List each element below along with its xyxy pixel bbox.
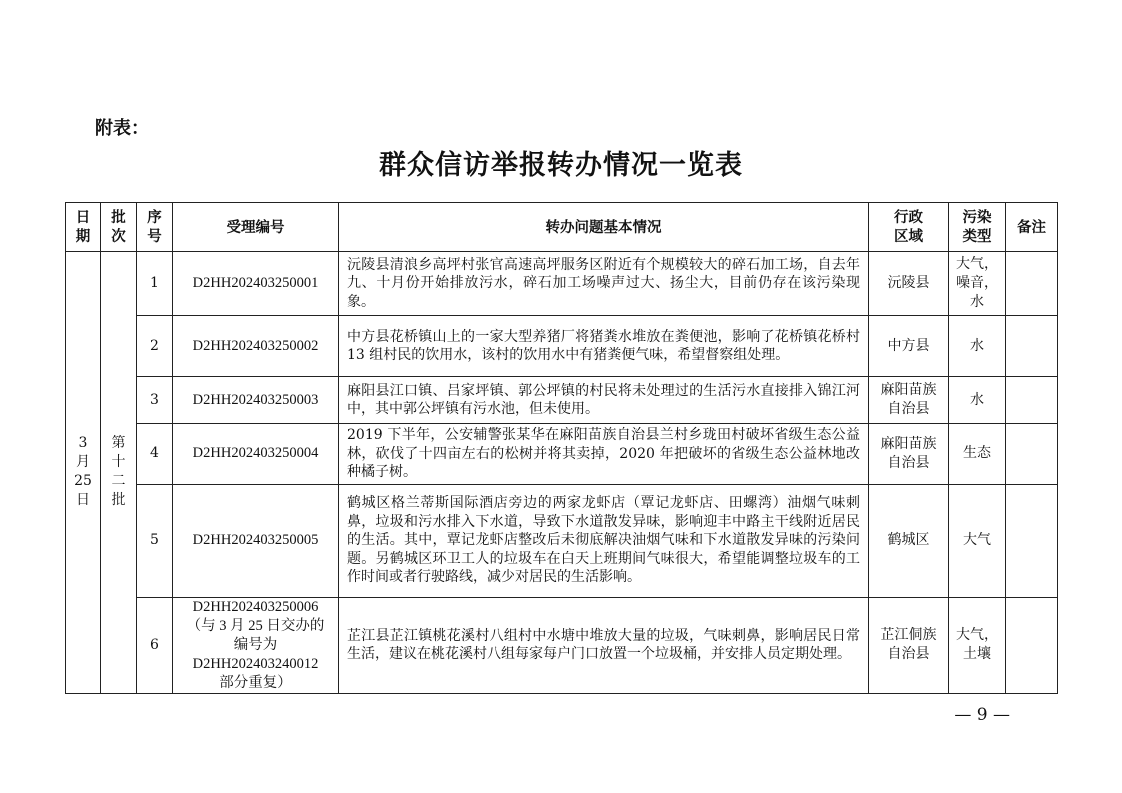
code-cell: D2HH202403250002 — [173, 316, 339, 377]
seq-cell: 2 — [137, 316, 173, 377]
seq-cell: 5 — [137, 484, 173, 597]
region-cell: 沅陵县 — [869, 252, 949, 316]
region-cell: 芷江侗族 自治县 — [869, 597, 949, 693]
table-row — [66, 484, 1058, 597]
document-title: 群众信访举报转办情况一览表 — [379, 150, 743, 181]
code-cell: D2HH202403250004 — [173, 424, 339, 485]
remark-cell — [1006, 484, 1058, 597]
region-cell: 中方县 — [869, 316, 949, 377]
table-row — [66, 316, 1058, 377]
remark-cell — [1006, 252, 1058, 316]
table-row — [66, 252, 1058, 316]
code-cell: D2HH202403250006 （与 3 月 25 日交办的 编号为 D2HH202403240012 部分重复） — [173, 597, 339, 693]
desc-cell: 麻阳县江口镇、吕家坪镇、郭公坪镇的村民将未处理过的生活污水直接排入锦江河中，其中郭公坪镇有污水池，但未使用。 — [339, 377, 869, 424]
page-number: — 9 — — [954, 705, 1010, 725]
header-region: 行政 区域 — [869, 203, 949, 252]
pollution-cell: 大气， 土壤 — [949, 597, 1006, 693]
region-cell: 鹤城区 — [869, 484, 949, 597]
pollution-cell: 大气 — [949, 484, 1006, 597]
desc-cell: 2019 下半年，公安辅警张某华在麻阳苗族自治县兰村乡珑田村破坏省级生态公益林，砍伐了十四亩左右的松树并将其卖掉，2020 年把破坏的省级生态公益林地改种橘子树。 — [339, 424, 869, 485]
header-row — [66, 203, 1058, 252]
table-row — [66, 424, 1058, 485]
date-cell: 3 月 25 日 — [66, 252, 101, 694]
pollution-cell: 水 — [949, 377, 1006, 424]
table-row — [66, 377, 1058, 424]
region-cell: 麻阳苗族 自治县 — [869, 377, 949, 424]
remark-cell — [1006, 597, 1058, 693]
code-cell: D2HH202403250003 — [173, 377, 339, 424]
header-code: 受理编号 — [173, 203, 339, 252]
seq-cell: 6 — [137, 597, 173, 693]
table-row — [66, 597, 1058, 693]
pollution-cell: 大气， 噪音， 水 — [949, 252, 1006, 316]
pollution-cell: 水 — [949, 316, 1006, 377]
pollution-cell: 生态 — [949, 424, 1006, 485]
remark-cell — [1006, 424, 1058, 485]
petition-table — [65, 202, 1058, 694]
remark-cell — [1006, 377, 1058, 424]
header-seq: 序 号 — [137, 203, 173, 252]
desc-cell: 沅陵县清浪乡高坪村张官高速高坪服务区附近有个规模较大的碎石加工场，自去年九、十月份开始排放污水，碎石加工场噪声过大、扬尘大，目前仍存在该污染现象。 — [339, 252, 869, 316]
seq-cell: 1 — [137, 252, 173, 316]
batch-cell: 第 十 二 批 — [101, 252, 137, 694]
seq-cell: 3 — [137, 377, 173, 424]
code-cell: D2HH202403250001 — [173, 252, 339, 316]
region-cell: 麻阳苗族 自治县 — [869, 424, 949, 485]
desc-cell: 芷江县芷江镇桃花溪村八组村中水塘中堆放大量的垃圾，气味刺鼻，影响居民日常生活，建议在桃花溪村八组每家每户门口放置一个垃圾桶，并安排人员定期处理。 — [339, 597, 869, 693]
desc-cell: 中方县花桥镇山上的一家大型养猪厂将猪粪水堆放在粪便池，影响了花桥镇花桥村 13 组村民的饮用水，该村的饮用水中有猪粪便气味，希望督察组处理。 — [339, 316, 869, 377]
code-cell: D2HH202403250005 — [173, 484, 339, 597]
remark-cell — [1006, 316, 1058, 377]
seq-cell: 4 — [137, 424, 173, 485]
header-pollution: 污染 类型 — [949, 203, 1006, 252]
header-batch: 批 次 — [101, 203, 137, 252]
desc-cell: 鹤城区格兰蒂斯国际酒店旁边的两家龙虾店（覃记龙虾店、田螺湾）油烟气味刺鼻，垃圾和污水排入下水道，导致下水道散发异味，影响迎丰中路主干线附近居民的生活。其中，覃记龙虾店整改后未彻底解决油烟气味和下水道散发异味的污染问题。另鹤城区环卫工人的垃圾车在白天上班期间气味很大，希望能调整垃圾车的工作时间或者行驶路线，减少对居民的生活影响。 — [339, 484, 869, 597]
header-desc: 转办问题基本情况 — [339, 203, 869, 252]
attachment-label: 附表： — [95, 118, 149, 139]
header-date: 日 期 — [66, 203, 101, 252]
header-remark: 备注 — [1006, 203, 1058, 252]
